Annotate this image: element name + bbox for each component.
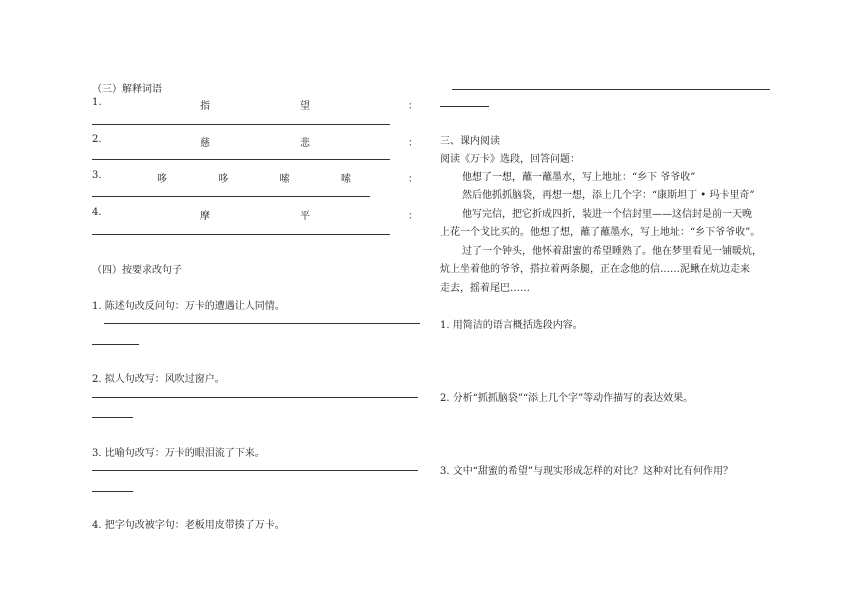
rewrite-q4: 4. 把字句改被字句：老板用皮带揍了万卡。 xyxy=(92,520,285,531)
passage-paragraph-4-line-1: 过了一个钟头，他怀着甜蜜的希望睡熟了。他在梦里看见一铺暖炕， xyxy=(462,246,762,257)
reading-heading: 三、课内阅读 xyxy=(440,136,500,147)
vocab-4-number: 4. xyxy=(92,207,102,218)
section-4-heading: （四）按要求改句子 xyxy=(92,265,182,276)
carryover-answer-line-1[interactable] xyxy=(452,89,770,90)
passage-paragraph-1: 他想了一想，蘸一蘸墨水，写上地址：“乡下 爷爷收” xyxy=(462,172,696,183)
vocab-2-colon: ： xyxy=(408,138,418,149)
rewrite-q1: 1. 陈述句改反问句：万卡的遭遇让人同情。 xyxy=(92,301,285,312)
vocab-2-number: 2. xyxy=(92,134,102,145)
passage-paragraph-4-line-2: 炕上坐着他的爷爷，搭拉着两条腿，正在念他的信……泥鳅在炕边走来 xyxy=(440,264,750,275)
rewrite-q3: 3. 比喻句改写：万卡的眼泪流了下来。 xyxy=(92,448,265,459)
vocab-1-answer-line[interactable] xyxy=(92,124,390,125)
rewrite-q1-answer-line-1[interactable] xyxy=(104,323,420,324)
vocab-3-colon: ： xyxy=(408,174,418,185)
reading-q3: 3. 文中“甜蜜的希望”与现实形成怎样的对比？这种对比有何作用？ xyxy=(440,466,733,477)
reading-intro: 阅读《万卡》选段，回答问题： xyxy=(440,154,580,165)
vocab-3-number: 3. xyxy=(92,170,102,181)
reading-q1: 1. 用简洁的语言概括选段内容。 xyxy=(440,320,583,331)
vocab-4-word: 摩 平 xyxy=(200,211,310,222)
vocab-1-colon: ： xyxy=(408,101,418,112)
vocab-4-answer-line[interactable] xyxy=(92,234,390,235)
rewrite-q3-answer-line-2[interactable] xyxy=(92,491,133,492)
vocab-2-answer-line[interactable] xyxy=(92,159,390,160)
section-3-heading: （三）解释词语 xyxy=(92,84,162,95)
vocab-3-answer-line[interactable] xyxy=(92,196,370,197)
passage-paragraph-2: 然后他抓抓脑袋，再想一想，添上几个字：“康斯坦丁 • 玛卡里奇” xyxy=(462,190,755,201)
rewrite-q3-answer-line-1[interactable] xyxy=(92,470,418,471)
vocab-1-number: 1. xyxy=(92,97,102,108)
passage-paragraph-4-line-3: 走去，摇着尾巴…… xyxy=(440,283,530,294)
vocab-3-word: 哆 哆 嗦 嗦 xyxy=(157,174,351,185)
reading-q2: 2. 分析“抓抓脑袋”“添上几个字”等动作描写的表达效果。 xyxy=(440,393,694,404)
passage-paragraph-3-line-2: 上花一个戈比买的。他想了想，蘸了蘸墨水，写上地址：“乡下爷爷收”。 xyxy=(440,227,761,238)
vocab-2-word: 慈 悲 xyxy=(200,138,310,149)
vocab-4-colon: ： xyxy=(408,211,418,222)
rewrite-q2: 2. 拟人句改写：风吹过窗户。 xyxy=(92,374,225,385)
vocab-1-word: 指 望 xyxy=(200,101,310,112)
rewrite-q2-answer-line-1[interactable] xyxy=(92,397,418,398)
rewrite-q1-answer-line-2[interactable] xyxy=(92,344,139,345)
passage-paragraph-3-line-1: 他写完信，把它折成四折，装进一个信封里——这信封是前一天晚 xyxy=(462,209,752,220)
rewrite-q2-answer-line-2[interactable] xyxy=(92,417,133,418)
carryover-answer-line-2[interactable] xyxy=(440,106,489,107)
